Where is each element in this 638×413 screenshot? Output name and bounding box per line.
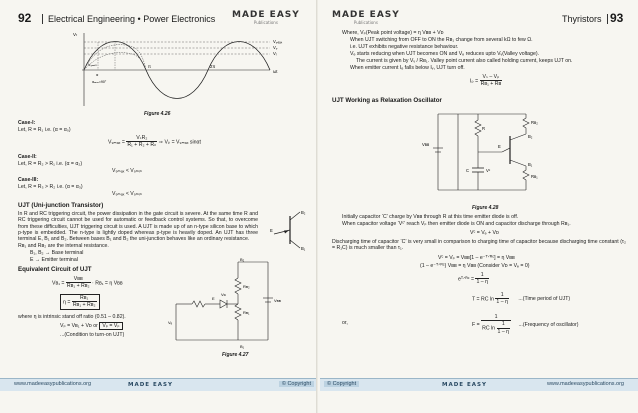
wave-label-pi: π: [148, 64, 151, 69]
brand-name-right: MADE EASY: [332, 10, 400, 20]
osc-label-b2: B₂: [528, 134, 533, 139]
eq5-lhs: F =: [472, 321, 480, 328]
footer-copyright-right: © Copyright: [324, 381, 359, 387]
page-number: 92: [18, 11, 32, 25]
oscillator-heading: UJT Working as Relaxation Oscillator: [332, 97, 442, 104]
eq3-den: 1 – η: [476, 279, 488, 286]
equiv-label-vbb: Vʙʙ: [274, 298, 281, 303]
relaxation-oscillator-circuit: [418, 110, 548, 202]
wave-label-2pi: 2π: [210, 64, 216, 69]
osc-label-b1: B₁: [528, 162, 533, 167]
eq3-num: 1: [475, 272, 489, 279]
case2-title: Case-II:: [18, 154, 37, 160]
case1-title: Case-I:: [18, 120, 36, 126]
running-title-right: Thyristors: [562, 14, 608, 24]
figure-4-26-caption: Figure 4.26: [144, 111, 171, 117]
ujt-line-emitter: E → Emitter terminal: [30, 257, 78, 263]
wave-label-alpha-max: αₘₐₓ=90°: [92, 80, 107, 84]
case3-text: Let, R = R₃ > R₂ i.e. (α = α₃): [18, 184, 83, 190]
ip-lhs: Iₚ =: [470, 78, 479, 85]
eq3-lhs: eᵀᐟᴿᶜ =: [458, 276, 474, 283]
eq5-den-a: RC ln: [482, 325, 496, 332]
case1-eq-lhs: V₉ₘₐₓ =: [108, 139, 125, 146]
ip-num: Vₛ – Vₚ: [480, 74, 503, 81]
osc-label-vbb: Vʙʙ: [422, 142, 430, 147]
vp-definition: Where, Vₚ(Peak point voltage) = η Vʙʙ + Vᴅ: [342, 30, 444, 36]
left-page: [0, 0, 318, 413]
vc-equation: Vᶜ = Vₑ + Vᴅ: [470, 230, 499, 236]
equation-1: Vᶜ = Vₚ = Vʙʙ[1 – e⁻ᵀᐟᴿᶜ] = η Vʙʙ: [438, 255, 515, 261]
bullet-3b: The current is given by Vᵥ / Rʙ₁. Valley point current also called holding current, keeps UJT on.: [356, 58, 573, 64]
equation-5: [472, 314, 579, 335]
eq5-note: ...(Frequency of oscillator): [518, 321, 579, 328]
ujt-symbol: [270, 208, 310, 252]
vb1-lhs: Vʙ₁ =: [52, 280, 65, 287]
bullet-1: When UJT switching from OFF to ON the Rʙ₁ change from several kΩ to few Ω.: [350, 37, 533, 43]
equation-3: [458, 272, 489, 286]
bullet-2: i.e. UJT exhibits negative resistance behaviour.: [350, 44, 459, 50]
bullet-4: When emitter current Iₑ falls below Iᵥ, UJT turn off.: [350, 65, 465, 71]
equiv-label-e: E: [212, 296, 215, 301]
turn-on-condition: ...(Condition to turn-on UJT): [60, 332, 125, 338]
osc-label-e: E: [498, 144, 501, 149]
equation-2: (1 – e⁻ᵀᐟᴿᶜ) Vʙʙ = η Vʙʙ (Consider Vᴅ = Vₑ = 0): [420, 263, 530, 269]
wave-label-vt: Vₜ: [73, 32, 78, 37]
footer-url-right[interactable]: www.madeeasypublications.org: [546, 381, 624, 387]
eq4-lhs: T = RC ln: [472, 296, 494, 303]
footer-brand-name-right: MADE EASY: [442, 382, 487, 388]
equivalent-circuit: [168, 258, 288, 350]
vb1-num: Vʙʙ: [66, 276, 91, 283]
ujt-symbol-b2: B₂: [301, 210, 306, 215]
equiv-label-b2: B₂: [240, 257, 245, 262]
brand-name: MADE EASY: [232, 10, 300, 20]
eta-note: where η is intrinsic stand off ratio (0.51 – 0.82).: [18, 314, 126, 320]
case3-title: Case-III:: [18, 177, 39, 183]
eq4-note: ...(Time period of UJT): [518, 296, 571, 303]
case1-eq-den: R₁ + R₂ + Rₙ: [127, 142, 157, 149]
para-discharge: When capacitor voltage ‘Vᶜ’ reach Vₚ then emitter diode is ON and capacitor discharge through Rʙ₁.: [342, 221, 571, 227]
wave-label-wt: ωt: [273, 69, 278, 74]
osc-label-vc: Vᶜ: [486, 168, 491, 173]
equiv-circuit-heading: Equivalent Circuit of UJT: [18, 266, 92, 273]
ip-den: Rʙ₁ + Rʙ: [480, 81, 502, 88]
brand-sub-right: Publications: [353, 20, 378, 25]
ujt-symbol-e: E: [270, 228, 273, 233]
eta-den: Rʙ₁ + Rʙ₂: [72, 302, 96, 309]
eta-num: Rʙ₁: [72, 295, 97, 302]
case1-equation: [108, 135, 201, 149]
osc-label-rb1: Rʙ₁: [531, 174, 538, 179]
case3-equation: V₉ₘₐₓ < V₉ₘᵢₙ: [112, 191, 142, 197]
equiv-label-b1: B₁: [240, 344, 245, 349]
ujt-paragraph: In R and RC triggering circuit, the power dissipation in the gate circuit is severe. At the same time R and RC triggering circuit cannot be used for automatic or feedback control systems. So that, to overcome from these difficulties, UJT triggering circuit is used. A UJT is made up of an n-type silicon base to which p-type is embedded. The n-type is lightly doped whereas p-type is heavily doped. An UJT has three terminal E, B₁ and B₂. Between bases B₁ and B₂ the uni-junction behaves like an ordinary resistance.: [18, 211, 258, 243]
left-footer: [0, 378, 318, 391]
vp-equation: [60, 323, 123, 329]
eq5-den-den: 1 – η: [497, 328, 510, 335]
figure-4-28-caption: Figure 4.28: [472, 205, 499, 211]
osc-label-c: C: [466, 168, 470, 173]
vb1-den: Rʙ₁ + Rʙ₂: [66, 283, 90, 290]
equiv-label-vd: Vᴅ: [221, 292, 226, 297]
eq5-den-num: 1: [497, 321, 511, 328]
ip-equation: [470, 74, 502, 88]
para-charge: Initially capacitor ‘C’ charge by Vʙʙ through R at this time emitter diode is off.: [342, 214, 519, 220]
or-word: or,: [342, 320, 348, 326]
case2-equation: V₉ₘₐₓ < V₉ₘᵢₙ: [112, 168, 142, 174]
ujt-line-rb: Rʙ₁ and Rʙ₂ are the internal resistance.: [18, 243, 109, 249]
wave-label-alpha: α: [96, 72, 99, 77]
case2-text: Let, R = R₂ > R₁ i.e. (α = α₂): [18, 161, 83, 167]
brand-logo-right: [332, 10, 400, 25]
wave-label-vpeak: Vₚₑₐₖ: [273, 39, 283, 44]
figure-4-27-caption: Figure 4.27: [222, 352, 249, 358]
vp-lhs: Vₚ = Vʙ₁ + Vᴅ or: [60, 323, 98, 329]
wave-label-vpeak2: Vₚ: [273, 45, 278, 50]
osc-label-rb2: Rʙ₂: [531, 120, 538, 125]
ujt-symbol-b1: B₁: [301, 246, 306, 251]
eq5-num: 1: [481, 314, 511, 321]
running-title: Electrical Engineering • Power Electronics: [42, 14, 215, 24]
right-page: [320, 0, 638, 413]
vp-boxed: Vₚ = Vₚ: [99, 322, 122, 330]
case1-eq-rhs: ⇒ Vₚ = V₉ₘₐₓ sinαt: [158, 139, 201, 146]
right-footer: [320, 378, 638, 391]
footer-copyright: © Copyright: [279, 381, 314, 387]
osc-label-r: R: [482, 126, 486, 131]
case1-text: Let, R = R₁ i.e. (α = α₀): [18, 127, 71, 133]
footer-brand-name: MADE EASY: [128, 382, 173, 388]
brand-logo: [232, 10, 300, 25]
page-number-right: 93: [610, 11, 624, 25]
ujt-heading: UJT (Uni-junction Transistor): [18, 202, 104, 209]
eta-equation: [60, 294, 100, 310]
footer-url[interactable]: www.madeeasypublications.org: [14, 381, 92, 387]
case1-eq-num: VₛR₂: [126, 135, 157, 142]
equiv-label-rb2: Rʙ₂: [243, 284, 250, 289]
bullet-3: Vₑ starts reducing when UJT becomes ON and Vₑ reduces upto Vᵥ(Valley voltage).: [350, 51, 539, 57]
waveform-figure: [70, 30, 295, 108]
wave-label-vr: Vᵣ: [273, 51, 277, 56]
brand-sub: Publications: [253, 20, 278, 25]
para-discharge-time: Discharging time of capacitor ‘C’ is very small in comparison to charging time of capacitor because discharging time constant (τ₂ = R₁C) is much smaller than τ₁.: [332, 239, 626, 252]
ujt-line-base: B₁, B₂ → Base terminal: [30, 250, 84, 256]
equiv-label-ve: Vₑ: [168, 320, 173, 325]
eq4-num: 1: [495, 292, 509, 299]
equiv-label-rb1: Rʙ₁: [243, 310, 250, 315]
eta-lhs: η =: [63, 299, 71, 306]
vb1-rhs: · Rʙ₁ = η Vʙʙ: [92, 280, 123, 287]
eq4-den: 1 – η: [496, 299, 508, 306]
equation-4: [472, 292, 570, 306]
wave-label-vgmin: V₉ₘᵢₙ: [88, 63, 97, 67]
vb1-equation: [52, 276, 123, 290]
